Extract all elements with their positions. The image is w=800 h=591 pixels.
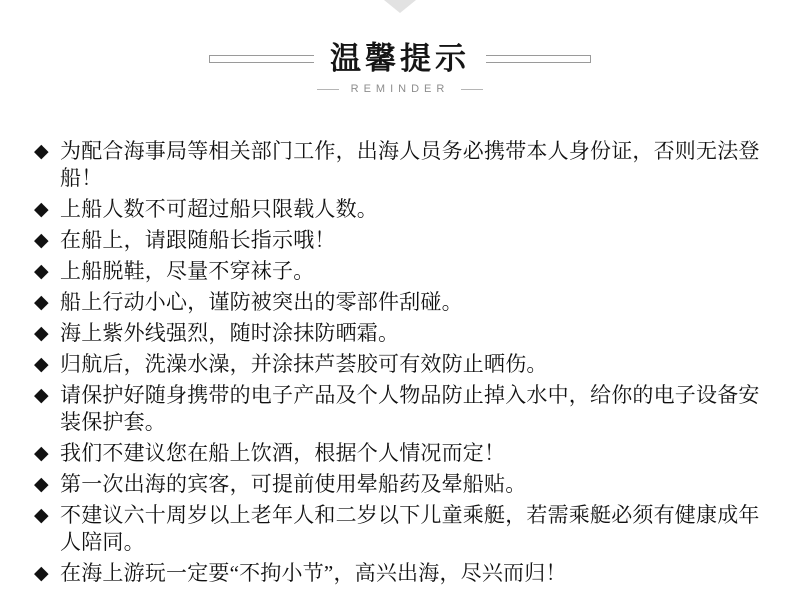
diamond-bullet-icon: ◆ bbox=[34, 291, 49, 313]
page-header bbox=[0, 42, 800, 95]
list-item-text: 我们不建议您在船上饮酒，根据个人情况而定！ bbox=[60, 441, 506, 465]
page-title: 温馨提示 bbox=[330, 41, 470, 76]
list-item-text: 归航后，洗澡水澡，并涂抹芦荟胶可有效防止晒伤。 bbox=[60, 352, 548, 376]
list-item-text: 为配合海事局等相关部门工作，出海人员务必携带本人身份证，否则无法登船！ bbox=[60, 139, 760, 190]
list-item bbox=[34, 440, 774, 467]
diamond-bullet-icon: ◆ bbox=[34, 353, 49, 375]
list-item-text: 请保护好随身携带的电子产品及个人物品防止掉入水中，给你的电子设备安装保护套。 bbox=[60, 383, 760, 434]
page-subtitle: REMINDER bbox=[350, 83, 450, 95]
list-item-text: 不建议六十周岁以上老年人和二岁以下儿童乘艇，若需乘艇必须有健康成年人陪同。 bbox=[60, 503, 760, 554]
list-item bbox=[34, 138, 774, 192]
title-row bbox=[0, 42, 800, 76]
list-item-text: 在海上游玩一定要“不拘小节”，高兴出海，尽兴而归！ bbox=[60, 561, 567, 585]
list-item bbox=[34, 560, 774, 587]
triangle-ornament-icon bbox=[384, 0, 416, 13]
list-item bbox=[34, 227, 774, 254]
list-item bbox=[34, 289, 774, 316]
list-item-text: 上船脱鞋，尽量不穿袜子。 bbox=[60, 259, 315, 283]
diamond-bullet-icon: ◆ bbox=[34, 260, 49, 282]
diamond-bullet-icon: ◆ bbox=[34, 322, 49, 344]
list-item bbox=[34, 502, 774, 556]
list-item-text: 第一次出海的宾客，可提前使用晕船药及晕船贴。 bbox=[60, 472, 527, 496]
list-item bbox=[34, 351, 774, 378]
subtitle-dash-left bbox=[317, 89, 339, 90]
diamond-bullet-icon: ◆ bbox=[34, 562, 49, 584]
diamond-bullet-icon: ◆ bbox=[34, 198, 49, 220]
subtitle-dash-right bbox=[461, 89, 483, 90]
list-item-text: 船上行动小心，谨防被突出的零部件刮碰。 bbox=[60, 290, 463, 314]
list-item bbox=[34, 320, 774, 347]
list-item bbox=[34, 258, 774, 285]
diamond-bullet-icon: ◆ bbox=[34, 229, 49, 251]
list-item-text: 海上紫外线强烈，随时涂抹防晒霜。 bbox=[60, 321, 400, 345]
title-rule-left bbox=[209, 55, 314, 63]
diamond-bullet-icon: ◆ bbox=[34, 473, 49, 495]
list-item bbox=[34, 382, 774, 436]
list-item bbox=[34, 471, 774, 498]
diamond-bullet-icon: ◆ bbox=[34, 140, 49, 162]
diamond-bullet-icon: ◆ bbox=[34, 384, 49, 406]
diamond-bullet-icon: ◆ bbox=[34, 504, 49, 526]
title-rule-right bbox=[486, 55, 591, 63]
diamond-bullet-icon: ◆ bbox=[34, 442, 49, 464]
notice-list bbox=[34, 138, 774, 591]
list-item bbox=[34, 196, 774, 223]
list-item-text: 上船人数不可超过船只限载人数。 bbox=[60, 197, 378, 221]
list-item-text: 在船上，请跟随船长指示哦！ bbox=[60, 228, 336, 252]
subtitle-row bbox=[0, 83, 800, 95]
